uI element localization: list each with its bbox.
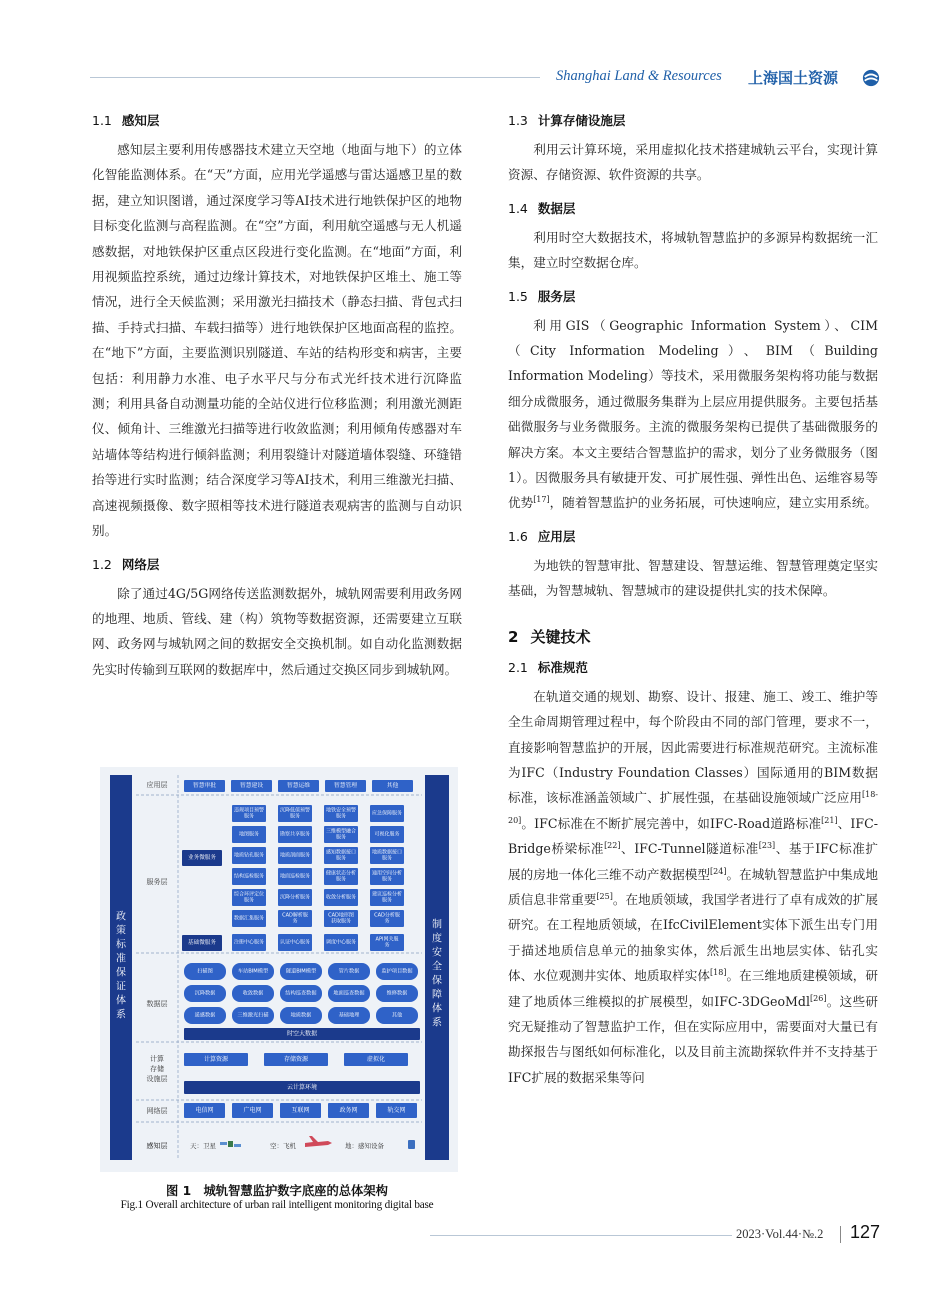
- left-pillar-text: 政: [116, 911, 126, 923]
- biz-service-label: 沉降低值预警: [279, 807, 311, 814]
- biz-service-label: 地铁安全预警: [325, 807, 357, 814]
- citation: [23]: [758, 840, 776, 850]
- biz-service-label: 数据汇集服务: [233, 915, 265, 922]
- section-1-1-paragraph: 感知层主要利用传感器技术建立天空地（地面与地下）的立体化智能监测体系。在“天”方面，应用光学遥感与雷达遥感卫星的数据，建立知识图谱，通过深度学习等AI技术进行地铁保护区的地物目标变化监测与高程监测。在“空”方面，利用航空遥感与无人机遥感数据，对地铁保护区重点区段进行变化监测。在“地面”方面，利用视频监控系统，通过边缘计算技术，对地铁保护区堆土、施工等情况，进行全天候监测；采用激光扫描技术（静态扫描、背包式扫描、手持式扫描、车载扫描等）进行地铁保护区地面高程的监控。在“地下”方面，主要监测识别隧道、车站的结构形变和病害，主要包括：利用静力水准、电子水平尺与分布式光纤技术进行沉降监测；利用具备自动测量功能的全站仪进行位移监测；利用激光测距仪、倾角计、三维激光扫描等进行收敛监测；利用倾角传感器对车站墙体等结构进行倾斜监测；利用裂缝计对隧道墙体裂缝、环缝错抬等进行实时监测；结合深度学习等AI技术，利用三维激光扫描、高速视频摄像、数字照相等技术进行隧道表观病害的监测与自动识别。: [92, 142, 462, 539]
- footer-separator: [840, 1226, 841, 1243]
- section-1-3-paragraph: 利用云计算环境，采用虚拟化技术搭建城轨云平台，实现计算资源、存储资源、软件资源的共享。: [508, 142, 878, 183]
- layer-label-compute: 设施层: [146, 1075, 168, 1083]
- data-item-label: 收敛数据: [242, 990, 264, 997]
- header-rule: [90, 77, 540, 78]
- section-2-heading: 2 关键技术: [508, 627, 591, 646]
- layer-label-compute: 存储: [150, 1065, 164, 1073]
- perception-sky: 天：卫星: [190, 1142, 216, 1150]
- spatiotemporal-bigdata-bar-label: 时空大数据: [286, 1030, 318, 1038]
- left-pillar-text: 策: [116, 925, 126, 937]
- section-1-6-heading: 1.6 应用层: [508, 528, 576, 544]
- page-number: 127: [850, 1222, 881, 1242]
- biz-service-label: 地质数据接口: [371, 849, 403, 856]
- biz-service-label: 服务: [335, 855, 347, 862]
- citation: [21]: [821, 815, 838, 825]
- biz-service-label: 通用空间分析: [371, 870, 403, 877]
- section-1-5-paragraph: 利用GIS（Geographic Information System）、CIM（City Information Modeling）、BIM（Building Information Modeling）等技术，采用微服务架构将功能与数据细分成微服务，通过微服务集群为上层应用提供服务。主要包括基础微服务与业务微服务。主流的微服务架构已提供了基础微服务的解决方案。本文主要结合智慧监护的需求，划分了业务微服务（图1）。因微服务具有敏捷开发、可扩展性强、弹性出色、运维容易等优势[17]，随着智慧监护的业务拓展，可快速响应，建立实用系统。: [508, 317, 878, 511]
- biz-service-label: 综合环评定位: [233, 891, 265, 898]
- sensor-device-icon: [408, 1140, 415, 1149]
- section-2-1-paragraph: 在轨道交通的规划、勘察、设计、报建、施工、竣工、维护等全生命周期管理过程中，每个阶段由不同的部门管理，要求不一，直接影响智慧监护的开展，因此需要进行标准规范研究。主流标准为IFC（Industry Foundation Classes）国际通用的BIM数据标准，该标准涵盖领域广、扩展性强，在基础设施领域广泛应用[18-20]。IFC标准在不断扩展完善中，如IFC-Road道路标准[21]、IFC-Bridge桥梁标准[22]、IFC-Tunnel隧道标准[23]、基于IFC标准扩展的房地一体化三维不动产数据模型[24]。在城轨智慧监护中集成地质信息非常重要[25]。在地质领域，我国学者进行了卓有成效的扩展研究。在工程地质领域，在IfcCivilElement实体下派生出专门用于描述地质信息单元的抽象实体，然后派生出地层实体、钻孔实体、水位观测井实体、地质取样实体[18]。在三维地质建模领域，研建了地质体三维模拟的扩展模型，如IFC-3DGeoMdl[26]。这些研究无疑推动了智慧监护工作，但在实际应用中，需要面对大量已有勘探报告与图纸如何标准化，以及目前主流勘探软件并不支持基于IFC扩展的数据采集等问: [508, 688, 879, 1085]
- airplane-icon: [305, 1136, 332, 1147]
- right-pillar-text: 全: [432, 961, 442, 973]
- issue-info: 2023·Vol.44·№.2: [736, 1227, 824, 1241]
- section-1-1-heading: 1.1 感知层: [92, 113, 160, 128]
- left-column: [92, 112, 462, 694]
- data-item-label: 车站BIM模型: [237, 968, 269, 975]
- base-service-label: 注册中心服务: [233, 939, 265, 946]
- layer-label-network: 网络层: [146, 1107, 168, 1115]
- satellite-panel-right: [234, 1144, 241, 1147]
- figure-caption-en: Fig.1 Overall architecture of urban rail intelligent monitoring digital base: [120, 1199, 434, 1211]
- data-item-label: 结构巡查数据: [285, 990, 317, 997]
- app-item-label: 智慧管理: [333, 783, 358, 789]
- right-pillar-text: 障: [432, 989, 442, 1001]
- architecture-diagram: [100, 767, 458, 1172]
- biz-service-label: 健康状态分析: [325, 870, 357, 877]
- biz-service-label: 服务: [381, 855, 393, 862]
- left-pillar-text: 系: [116, 1009, 126, 1021]
- section-1-2-paragraph: 除了通过4G/5G网络传送监测数据外，城轨网需要利用政务网的地理、地质、管线、建（构）筑物等数据资源，还需要建立互联网、政务网与城轨网之间的数据安全交换机制。如自动化监测数据先实时传输到互联网的数据库中，然后通过交换区同步到城轨网。: [92, 585, 462, 677]
- biz-service-label: 服务: [335, 813, 347, 820]
- biz-service-label: 务: [292, 918, 298, 925]
- left-pillar-text: 准: [116, 953, 126, 965]
- biz-service-label: 勘察共享服务: [279, 831, 311, 838]
- layer-label-perception: 感知层: [146, 1142, 168, 1150]
- citation: [25]: [596, 891, 613, 901]
- biz-service-label: 服务: [335, 834, 347, 841]
- biz-service-label: 地质钻孔服务: [233, 852, 265, 859]
- data-item-label: 维修数据: [386, 990, 408, 997]
- base-service-label: 务: [384, 942, 390, 949]
- biz-service-label: 服务: [243, 897, 255, 904]
- biz-service-label: 三维模型融合: [325, 828, 357, 835]
- data-item-label: 扫描图: [197, 968, 213, 975]
- biz-service-label: 感知数据接口: [325, 849, 357, 856]
- left-pillar-text: 保: [116, 967, 126, 979]
- base-service-label: API网关服: [375, 936, 399, 943]
- right-pillar-text: 系: [432, 1017, 442, 1029]
- section-1-4-paragraph: 利用时空大数据技术，将城轨智慧监护的多源异构数据统一汇集，建立时空数据仓库。: [508, 229, 878, 271]
- data-item-label: 基础地理: [338, 1012, 360, 1019]
- base-microservice-label-label: 基础微服务: [188, 940, 216, 946]
- layer-label-app: 应用层: [146, 781, 168, 789]
- right-pillar-text: 安: [432, 947, 442, 959]
- left-pillar-text: 证: [116, 981, 126, 993]
- biz-service-label: 服务: [243, 813, 255, 820]
- app-item-label: 智慧审批: [192, 783, 217, 789]
- compute-item-label: 计算资源: [203, 1056, 229, 1063]
- base-service-label: 认证中心服务: [279, 939, 311, 946]
- data-item-label: 沉降数据: [194, 990, 216, 997]
- biz-service-label: 服务: [381, 876, 393, 883]
- network-item-label: 广电网: [243, 1107, 262, 1114]
- satellite-icon: [228, 1141, 233, 1147]
- section-1-2-heading: 1.2 网络层: [92, 556, 160, 572]
- biz-service-label: 地图服务: [238, 831, 260, 838]
- network-item-label: 轨交网: [387, 1107, 406, 1114]
- biz-service-label: 应急保障服务: [371, 810, 403, 817]
- app-item-label: 智慧建设: [239, 783, 264, 789]
- biz-service-label: 结构巡检服务: [233, 873, 265, 880]
- figure-caption-cn: 图 1 城轨智慧监护数字底座的总体架构: [166, 1184, 388, 1198]
- right-pillar-text: 度: [432, 933, 442, 945]
- figure-1-architecture: [100, 767, 458, 1172]
- left-pillar-text: 体: [116, 995, 126, 1007]
- biz-service-label: 沉降分析服务: [279, 894, 311, 901]
- biz-service-label: 服务: [381, 897, 393, 904]
- section-1-3-heading: 1.3 计算存储设施层: [508, 113, 626, 128]
- network-item-label: 电信网: [195, 1107, 214, 1114]
- biz-service-label: 建议巡检分析: [371, 891, 403, 898]
- data-item-label: 监护项目数据: [381, 968, 413, 975]
- biz-service-label: 服务: [335, 876, 347, 883]
- network-item-label: 政务网: [339, 1107, 358, 1114]
- biz-service-label: 务: [384, 918, 390, 925]
- right-pillar-text: 体: [432, 1003, 442, 1015]
- journal-name-cn: 上海国土资源: [748, 69, 839, 87]
- biz-service-label: 违规项目预警: [233, 807, 265, 814]
- app-item-label: 智慧运维: [286, 783, 311, 789]
- biz-service-label: CAD地形图: [328, 912, 354, 919]
- data-item-label: 三维激光扫描: [237, 1012, 269, 1019]
- citation: [18]: [710, 967, 727, 977]
- data-item-label: 其他: [391, 1012, 403, 1019]
- layer-label-service: 服务层: [146, 878, 168, 886]
- biz-microservice-label-label: 业务微服务: [188, 855, 216, 861]
- base-service-label: 调度中心服务: [325, 939, 357, 946]
- data-item-label: 地面巡查数据: [333, 990, 365, 997]
- cloud-environment-bar-label: 云计算环境: [286, 1084, 318, 1091]
- right-pillar-text: 保: [432, 975, 442, 987]
- section-1-4-heading: 1.4 数据层: [508, 200, 576, 216]
- right-pillar-text: 制: [432, 919, 442, 931]
- section-1-6-paragraph: 为地铁的智慧审批、智慧建设、智慧运维、智慧管理奠定坚实基础，为智慧城轨、智慧城市的建设提供扎实的技术保障。: [508, 557, 878, 599]
- perception-air: 空：飞机: [270, 1142, 296, 1150]
- citation: [18-20]: [508, 790, 878, 825]
- biz-service-label: CAD分析服: [374, 912, 400, 919]
- satellite-panel-left: [220, 1142, 227, 1145]
- citation: [26]: [810, 993, 827, 1003]
- compute-item-label: 虚拟化: [366, 1056, 386, 1063]
- layer-label-data: 数据层: [146, 1000, 168, 1008]
- biz-service-label: 地质剖面服务: [279, 852, 311, 859]
- biz-service-label: 服务: [289, 813, 301, 820]
- biz-service-label: 地面巡检服务: [279, 873, 311, 880]
- network-item-label: 互联网: [291, 1107, 310, 1114]
- citation: [24]: [710, 866, 727, 876]
- biz-service-label: 获取服务: [330, 918, 352, 925]
- layer-label-compute: 计算: [150, 1055, 164, 1063]
- footer-rule: [430, 1235, 732, 1236]
- compute-item-label: 存储资源: [283, 1056, 309, 1063]
- journal-logo-icon: [862, 69, 880, 87]
- app-item-label: 其他: [386, 783, 399, 789]
- citation: [22]: [604, 840, 621, 850]
- biz-service-label: 收敛分析服务: [325, 894, 357, 901]
- biz-service-label: CAD解析服: [282, 912, 308, 919]
- left-pillar-text: 标: [116, 939, 126, 951]
- section-1-5-heading: 1.5 服务层: [508, 288, 576, 304]
- biz-service-label: 可视化服务: [374, 831, 400, 838]
- citation: [17]: [533, 495, 550, 505]
- section-2-1-heading: 2.1 标准规范: [508, 659, 588, 675]
- perception-ground: 地：感知设备: [345, 1142, 384, 1150]
- journal-name-en: Shanghai Land & Resources: [556, 68, 722, 84]
- data-item-label: 管片数据: [338, 968, 360, 975]
- right-column: [508, 112, 878, 1102]
- data-item-label: 隧道BIM模型: [285, 968, 317, 975]
- data-item-label: 遥感数据: [194, 1012, 216, 1019]
- data-item-label: 地质数据: [290, 1012, 312, 1019]
